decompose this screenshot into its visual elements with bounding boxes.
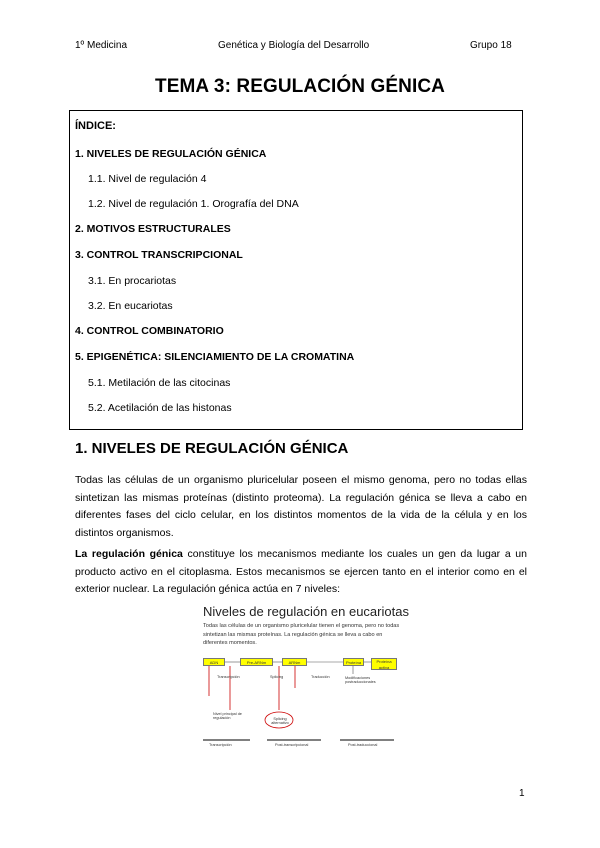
figure-title: Niveles de regulación en eucariotas bbox=[203, 604, 409, 619]
toc-item: 3.2. En eucariotas bbox=[88, 300, 173, 312]
active-protein-box: Proteína activa bbox=[371, 658, 397, 670]
label-splicing: Splicing bbox=[270, 675, 284, 679]
toc-item: 3.1. En procariotas bbox=[88, 275, 177, 287]
toc-item: 1.2. Nivel de regulación 1. Orografía del DNA bbox=[88, 198, 299, 210]
toc-item: 1.1. Nivel de regulación 4 bbox=[88, 173, 207, 185]
section-heading: 1. NIVELES DE REGULACIÓN GÉNICA bbox=[75, 440, 349, 457]
paragraph-2 bbox=[75, 546, 527, 599]
paragraph-1: Todas las células de un organismo pluricelular poseen el mismo genoma, pero no todas ellas sintetizan las mismas proteínas (distinto proteoma). La regulación génica se lleva a cabo en diferentes fases del ciclo celular, en los distintos momentos de la vida de la célula y en los distintos organismos. bbox=[75, 474, 527, 539]
header-group: Grupo 18 bbox=[470, 40, 512, 51]
toc-item: 5.1. Metilación de las citocinas bbox=[88, 377, 231, 389]
bottom-label-1: Transcripción bbox=[209, 743, 232, 747]
dna-box: ADN bbox=[203, 658, 225, 666]
bottom-label-3: Post-traduccional bbox=[348, 743, 378, 747]
label-alt-splicing: Splicing alternativo bbox=[271, 717, 289, 725]
label-postranslational: Modificaciones postraduccionales bbox=[345, 676, 376, 684]
page-number: 1 bbox=[519, 788, 525, 799]
toc-item: 1. NIVELES DE REGULACIÓN GÉNICA bbox=[75, 148, 267, 160]
protein-box: Proteína bbox=[343, 658, 364, 666]
figure-caption-text: Todas las células de un organismo pluricelular tienen el genoma, pero no todas sintetizan las mismas proteínas. La regulación génica se lleva a cabo en diferentes momentos. bbox=[203, 623, 400, 647]
table-of-contents bbox=[69, 110, 523, 430]
regulation-levels-figure bbox=[195, 600, 410, 752]
label-translation: Traducción bbox=[311, 675, 330, 679]
toc-item: 4. CONTROL COMBINATORIO bbox=[75, 325, 224, 337]
label-transcription: Transcripción bbox=[217, 675, 240, 679]
toc-item: 2. MOTIVOS ESTRUCTURALES bbox=[75, 223, 231, 235]
mrna-box: ARNm bbox=[282, 658, 307, 666]
header-course: 1º Medicina bbox=[75, 40, 128, 51]
pre-mrna-box: Pre-ARNm bbox=[240, 658, 273, 666]
toc-item: 5.2. Acetilación de las histonas bbox=[88, 402, 232, 414]
bottom-label-2: Post-transcripcional bbox=[275, 743, 309, 747]
toc-item: 3. CONTROL TRANSCRIPCIONAL bbox=[75, 249, 243, 261]
toc-heading: ÍNDICE: bbox=[75, 120, 116, 132]
bold-term: La regulación génica bbox=[75, 548, 183, 560]
header-subject: Genética y Biología del Desarrollo bbox=[218, 40, 370, 51]
toc-item: 5. EPIGENÉTICA: SILENCIAMIENTO DE LA CROMATINA bbox=[75, 351, 355, 363]
label-main-level: Nivel principal de regulación bbox=[213, 712, 242, 720]
paragraph-2-text: constituye los mecanismos mediante los cuales un gen da lugar a un producto activo en el citoplasma. Estos mecanismos se ejercen tanto en el interior como en el exterior nuclear. La regulación génica actúa en 7 niveles: bbox=[75, 548, 527, 595]
page-title: TEMA 3: REGULACIÓN GÉNICA bbox=[155, 76, 445, 97]
